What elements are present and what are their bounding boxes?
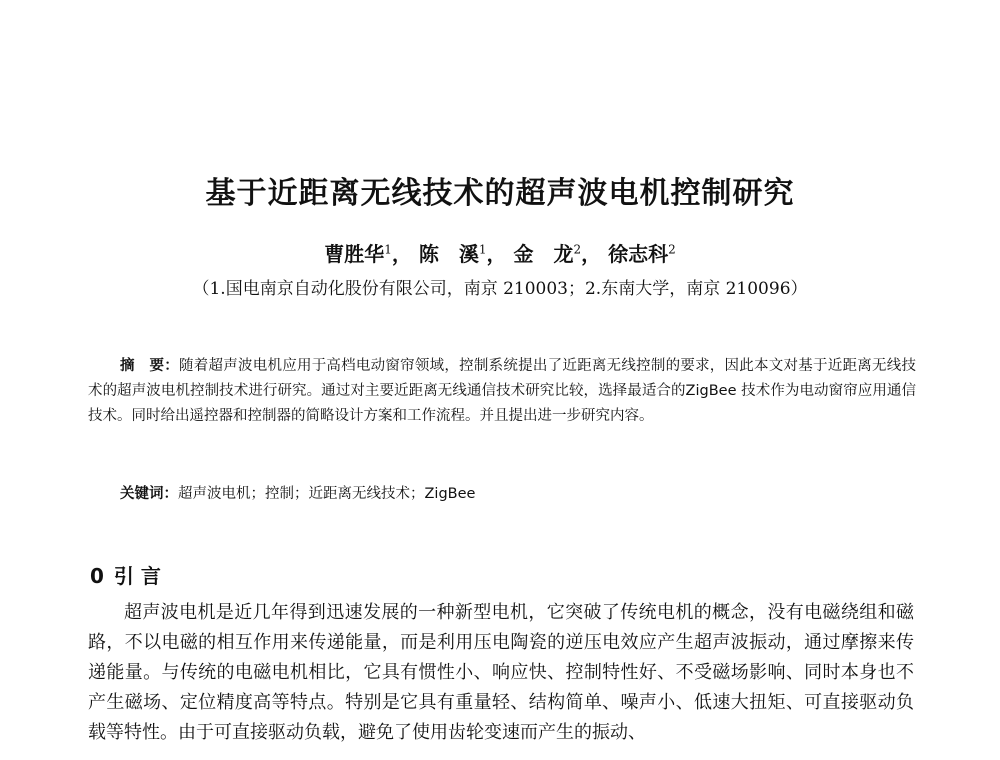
section-number: 0 — [90, 564, 104, 588]
author-affiliation-mark: 1 — [478, 242, 487, 257]
author-name: 陈 溪 — [418, 242, 479, 266]
paper-title: 基于近距离无线技术的超声波电机控制研究 — [205, 176, 795, 211]
section-title: 引 言 — [113, 564, 161, 588]
body-paragraph: 超声波电机是近几年得到迅速发展的一种新型电机，它突破了传统电机的概念，没有电磁绕组和磁路，不以电磁的相互作用来传递能量，而是利用压电陶瓷的逆压电效应产生超声波振动，通过摩擦来传递能量。与传统的电磁电机相比，它具有惯性小、响应快、控制特性好、不受磁场影响、同时本身也不产生磁场、定位精度高等特点。特别是它具有重量轻、结构简单、噪声小、低速大扭矩、可直接驱动负载等特性。由于可直接驱动负载，避免了使用齿轮变速而产生的振动、 — [88, 602, 914, 743]
keywords-label: 关键词： — [120, 486, 178, 502]
keywords-text: 超声波电机；控制；近距离无线技术；ZigBee — [178, 486, 476, 502]
abstract-text: 随着超声波电机应用于高档电动窗帘领域，控制系统提出了近距离无线控制的要求，因此本文对基于近距离无线技术的超声波电机控制技术进行研究。通过对主要近距离无线通信技术研究比较，选择最适合的ZigBee 技术作为电动窗帘应用通信技术。同时给出遥控器和控制器的简略设计方案和工作流程。并且提出进一步研究内容。 — [88, 358, 916, 424]
author-name: 徐志科 — [608, 242, 669, 266]
author-list — [0, 238, 1000, 267]
affiliations: （1.国电南京自动化股份有限公司，南京 210003；2.东南大学，南京 210096） — [192, 279, 808, 299]
keywords — [120, 482, 475, 503]
author-separator: ， — [581, 242, 602, 266]
author-affiliation-mark: 2 — [573, 242, 582, 257]
abstract-label: 摘 要： — [120, 358, 179, 374]
author-name: 金 龙 — [513, 242, 574, 266]
author-separator: ， — [391, 242, 412, 266]
section-heading — [90, 560, 161, 589]
abstract — [88, 354, 916, 429]
author-separator: ， — [486, 242, 507, 266]
author-affiliation-mark: 1 — [384, 242, 392, 257]
author-affiliation-mark: 2 — [668, 242, 676, 257]
author-name: 曹胜华 — [324, 242, 385, 266]
